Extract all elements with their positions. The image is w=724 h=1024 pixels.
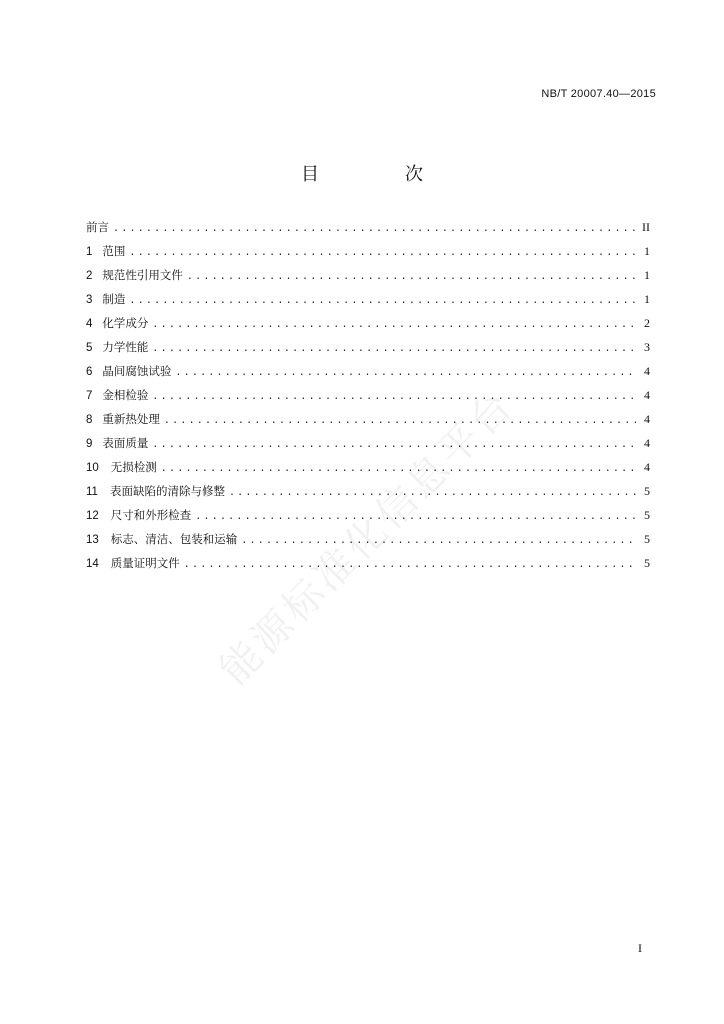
dot-leader [152, 339, 636, 359]
dot-leader [229, 483, 636, 503]
toc-entry-10[interactable] [86, 457, 650, 481]
standard-code: NB/T 20007.40—2015 [541, 88, 656, 100]
watermark: 能源标准化信息平台 [211, 381, 524, 694]
toc-entry-2[interactable] [86, 265, 650, 289]
toc-entry-title: 范围 [102, 244, 126, 258]
toc-entry-1[interactable] [86, 241, 650, 265]
dot-leader [184, 555, 636, 575]
toc-entry-title: 重新热处理 [102, 412, 160, 426]
toc-entry-14[interactable] [86, 553, 650, 577]
toc-entry-page: 4 [644, 388, 650, 402]
toc-entry-title: 晶间腐蚀试验 [102, 364, 172, 378]
toc-entry-number: 4 [86, 318, 93, 330]
toc-entry-title: 无损检测 [110, 460, 157, 474]
toc-entry-number: 5 [86, 342, 93, 354]
toc-entry-page: 4 [644, 412, 650, 426]
toc-entry-3[interactable] [86, 289, 650, 313]
toc-entry-page: 5 [644, 484, 650, 498]
dot-leader [129, 291, 636, 311]
toc-entry-title: 表面质量 [102, 436, 149, 450]
dot-leader [152, 435, 636, 455]
toc-entry-page: 4 [644, 460, 650, 474]
toc-entry-title: 尺寸和外形检查 [110, 508, 192, 522]
toc-entry-title: 金相检验 [102, 388, 149, 402]
table-of-contents [86, 217, 650, 577]
toc-entry-foreword[interactable] [86, 217, 650, 241]
toc-entry-number: 10 [86, 462, 99, 474]
toc-entry-page: 4 [644, 436, 650, 450]
dot-leader [113, 219, 636, 239]
toc-entry-number: 3 [86, 294, 93, 306]
toc-entry-number: 14 [86, 558, 99, 570]
toc-entry-page: 4 [644, 364, 650, 378]
toc-entry-9[interactable] [86, 433, 650, 457]
toc-entry-number: 6 [86, 366, 93, 378]
toc-entry-number: 2 [86, 270, 93, 282]
toc-entry-title: 标志、清洁、包装和运输 [110, 532, 238, 546]
toc-entry-12[interactable] [86, 505, 650, 529]
dot-leader [152, 387, 636, 407]
toc-entry-title: 制造 [102, 292, 126, 306]
toc-entry-13[interactable] [86, 529, 650, 553]
toc-entry-number: 13 [86, 534, 99, 546]
toc-entry-number: 1 [86, 246, 93, 258]
toc-entry-title: 化学成分 [102, 316, 149, 330]
toc-entry-page: 5 [644, 532, 650, 546]
toc-entry-title: 质量证明文件 [110, 556, 180, 570]
toc-entry-page: 5 [644, 556, 650, 570]
toc-entry-page: 5 [644, 508, 650, 522]
dot-leader [152, 315, 636, 335]
toc-entry-6[interactable] [86, 361, 650, 385]
toc-title: 目 次 [301, 164, 457, 185]
dot-leader [175, 363, 636, 383]
toc-entry-11[interactable] [86, 481, 650, 505]
page-number: I [638, 941, 642, 955]
toc-entry-title: 力学性能 [102, 340, 149, 354]
dot-leader [241, 531, 636, 551]
dot-leader [161, 459, 636, 479]
toc-entry-page: 1 [644, 292, 650, 306]
toc-entry-4[interactable] [86, 313, 650, 337]
dot-leader [195, 507, 636, 527]
toc-entry-title: 前言 [86, 220, 109, 234]
toc-entry-number: 11 [86, 486, 98, 498]
toc-entry-number: 9 [86, 438, 93, 450]
dot-leader [164, 411, 636, 431]
toc-entry-page: 1 [644, 244, 650, 258]
toc-entry-8[interactable] [86, 409, 650, 433]
dot-leader [129, 243, 636, 263]
toc-entry-number: 12 [86, 510, 99, 522]
toc-entry-number: 8 [86, 414, 93, 426]
toc-entry-page: 1 [644, 268, 650, 282]
toc-entry-page: 3 [644, 340, 650, 354]
toc-entry-page: 2 [644, 316, 650, 330]
toc-entry-5[interactable] [86, 337, 650, 361]
dot-leader [187, 267, 636, 287]
toc-entry-7[interactable] [86, 385, 650, 409]
toc-entry-title: 表面缺陷的清除与修整 [109, 484, 225, 498]
toc-entry-page: II [642, 220, 650, 234]
toc-entry-number: 7 [86, 390, 93, 402]
toc-entry-title: 规范性引用文件 [102, 268, 183, 282]
